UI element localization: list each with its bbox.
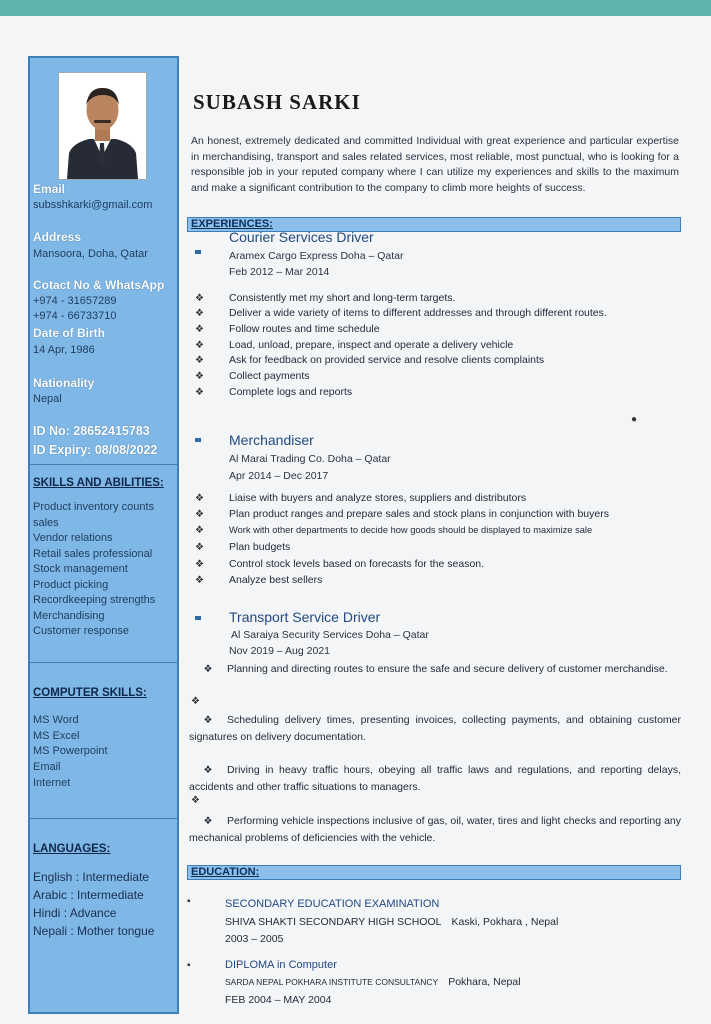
skill-item: Vendor relations <box>33 532 113 544</box>
nationality-value: Nepal <box>33 393 62 405</box>
email-label: Email <box>33 182 66 196</box>
profile-photo <box>58 72 147 180</box>
task-item: ❖ Liaise with buyers and analyze stores, suppliers and distributors <box>195 492 527 504</box>
summary: An honest, extremely dedicated and committed Individual with great experience and particular expertise in merchandising, transport and sales related services, most reliable, most punctual, who is looking for a responsible job in your reputed company where I can utilize my experiences and skills to the maximum and make a significant contribution to the company to climb more heights of success. <box>191 135 679 194</box>
computer-skill-item: Email <box>33 761 61 773</box>
skill-item: Recordkeeping strengths <box>33 594 156 606</box>
job-company: Al Saraiya Security Services Doha – Qatar <box>231 629 429 641</box>
bullet-icon: ▪ <box>187 896 191 907</box>
edu-dates: FEB 2004 – MAY 2004 <box>225 994 332 1006</box>
task-item: ❖ Plan budgets <box>195 541 291 553</box>
divider <box>30 662 177 663</box>
task-item: ❖ Load, unload, prepare, inspect and operate a delivery vehicle <box>195 339 514 351</box>
skill-item: Customer response <box>33 625 129 637</box>
phone-2: +974 - 66733710 <box>33 310 117 322</box>
contact-label: Cotact No & WhatsApp <box>33 278 165 292</box>
task-item: ❖ Ask for feedback on provided service and resolve clients complaints <box>195 354 545 366</box>
edu-dates: 2003 – 2005 <box>225 933 284 945</box>
computer-skill-item: MS Excel <box>33 730 80 742</box>
task-item: ❖ Follow routes and time schedule <box>195 323 380 335</box>
task-item: ❖ Analyze best sellers <box>195 574 323 586</box>
edu-degree: DIPLOMA in Computer <box>225 959 337 971</box>
skill-item: Stock management <box>33 563 128 575</box>
edu-school: SHIVA SHAKTI SECONDARY HIGH SCHOOL Kaski, Pokhara , Nepal <box>225 916 559 928</box>
edu-school: SARDA NEPAL POKHARA INSTITUTE CONSULTANCY Pokhara, Nepal <box>225 976 521 988</box>
duty-paragraph: ❖ Performing vehicle inspections inclusive of gas, oil, water, tires and light checks and reporting any mechanical problems of deficiencies with the vehicle. <box>189 815 681 844</box>
task-item: ❖ Control stock levels based on forecasts for the season. <box>195 558 485 570</box>
computer-skills-heading: COMPUTER SKILLS: <box>33 687 147 699</box>
job-company: Al Marai Trading Co. Doha – Qatar <box>229 453 391 465</box>
skill-item: sales <box>33 517 59 529</box>
duty-paragraph: ❖ Planning and directing routes to ensure the safe and secure delivery of customer merchandise. <box>203 663 668 675</box>
nationality-label: Nationality <box>33 376 95 390</box>
computer-skill-item: MS Word <box>33 714 79 726</box>
divider <box>30 818 177 819</box>
skill-item: Merchandising <box>33 610 105 622</box>
job-dates: Feb 2012 – Mar 2014 <box>229 266 330 278</box>
id-number: ID No: 28652415783 <box>33 424 150 438</box>
task-item: ❖ Complete logs and reports <box>195 386 353 398</box>
dob-value: 14 Apr, 1986 <box>33 344 95 356</box>
sidebar <box>28 56 179 1014</box>
task-item: ❖ Work with other departments to decide how goods should be displayed to maximize sale <box>195 525 593 536</box>
bullet-icon <box>195 616 201 620</box>
job-company: Aramex Cargo Express Doha – Qatar <box>229 250 404 262</box>
dob-label: Date of Birth <box>33 326 105 340</box>
skills-heading: SKILLS AND ABILITIES: <box>33 477 164 489</box>
job-title: Transport Service Driver <box>229 609 381 625</box>
bullet-icon <box>195 438 201 442</box>
diamond-bullet-icon: ❖ <box>191 795 200 806</box>
diamond-bullet-icon: ❖ <box>191 696 200 707</box>
duty-paragraph: ❖ Driving in heavy traffic hours, obeying all traffic laws and regulations, and reporting delays, accidents and other traffic situations to managers. <box>189 764 681 793</box>
address-value: Mansoora, Doha, Qatar <box>33 248 148 260</box>
task-item: ❖ Deliver a wide variety of items to different addresses and through different routes. <box>195 307 607 319</box>
language-item: Hindi : Advance <box>33 906 117 920</box>
candidate-name: SUBASH SARKI <box>193 90 361 114</box>
education-heading: EDUCATION: <box>187 865 681 880</box>
job-dates: Nov 2019 – Aug 2021 <box>229 645 331 657</box>
skill-item: Product picking <box>33 579 109 591</box>
job-title: Courier Services Driver <box>229 229 374 245</box>
languages-heading: LANGUAGES: <box>33 843 111 855</box>
stray-dot: ● <box>631 414 638 425</box>
person-portrait-icon <box>59 73 146 179</box>
skill-item: Product inventory counts <box>33 501 155 513</box>
divider <box>30 464 177 465</box>
job-title: Merchandiser <box>229 432 314 448</box>
experiences-heading: EXPERIENCES: <box>187 217 681 232</box>
language-item: Arabic : Intermediate <box>33 888 144 902</box>
language-item: English : Intermediate <box>33 870 150 884</box>
job-dates: Apr 2014 – Dec 2017 <box>229 470 329 482</box>
duty-paragraph: ❖ Scheduling delivery times, presenting invoices, collecting payments, and obtaining customer signatures on delivery documentation. <box>189 714 681 743</box>
skill-item: Retail sales professional <box>33 548 153 560</box>
phone-1: +974 - 31657289 <box>33 295 117 307</box>
task-item: ❖ Plan product ranges and prepare sales and stock plans in conjunction with buyers <box>195 508 609 520</box>
computer-skill-item: Internet <box>33 777 71 789</box>
language-item: Nepali : Mother tongue <box>33 924 155 938</box>
computer-skill-item: MS Powerpoint <box>33 745 108 757</box>
bullet-icon <box>195 250 201 254</box>
task-item: ❖ Consistently met my short and long-term targets. <box>195 292 456 304</box>
id-expiry: ID Expiry: 08/08/2022 <box>33 443 158 457</box>
edu-degree: SECONDARY EDUCATION EXAMINATION <box>225 898 440 910</box>
bullet-icon: ▪ <box>187 960 191 971</box>
task-item: ❖ Collect payments <box>195 370 310 382</box>
address-label: Address <box>33 230 82 244</box>
email-value: subsshkarki@gmail.com <box>33 199 153 211</box>
resume-page <box>0 16 711 1024</box>
